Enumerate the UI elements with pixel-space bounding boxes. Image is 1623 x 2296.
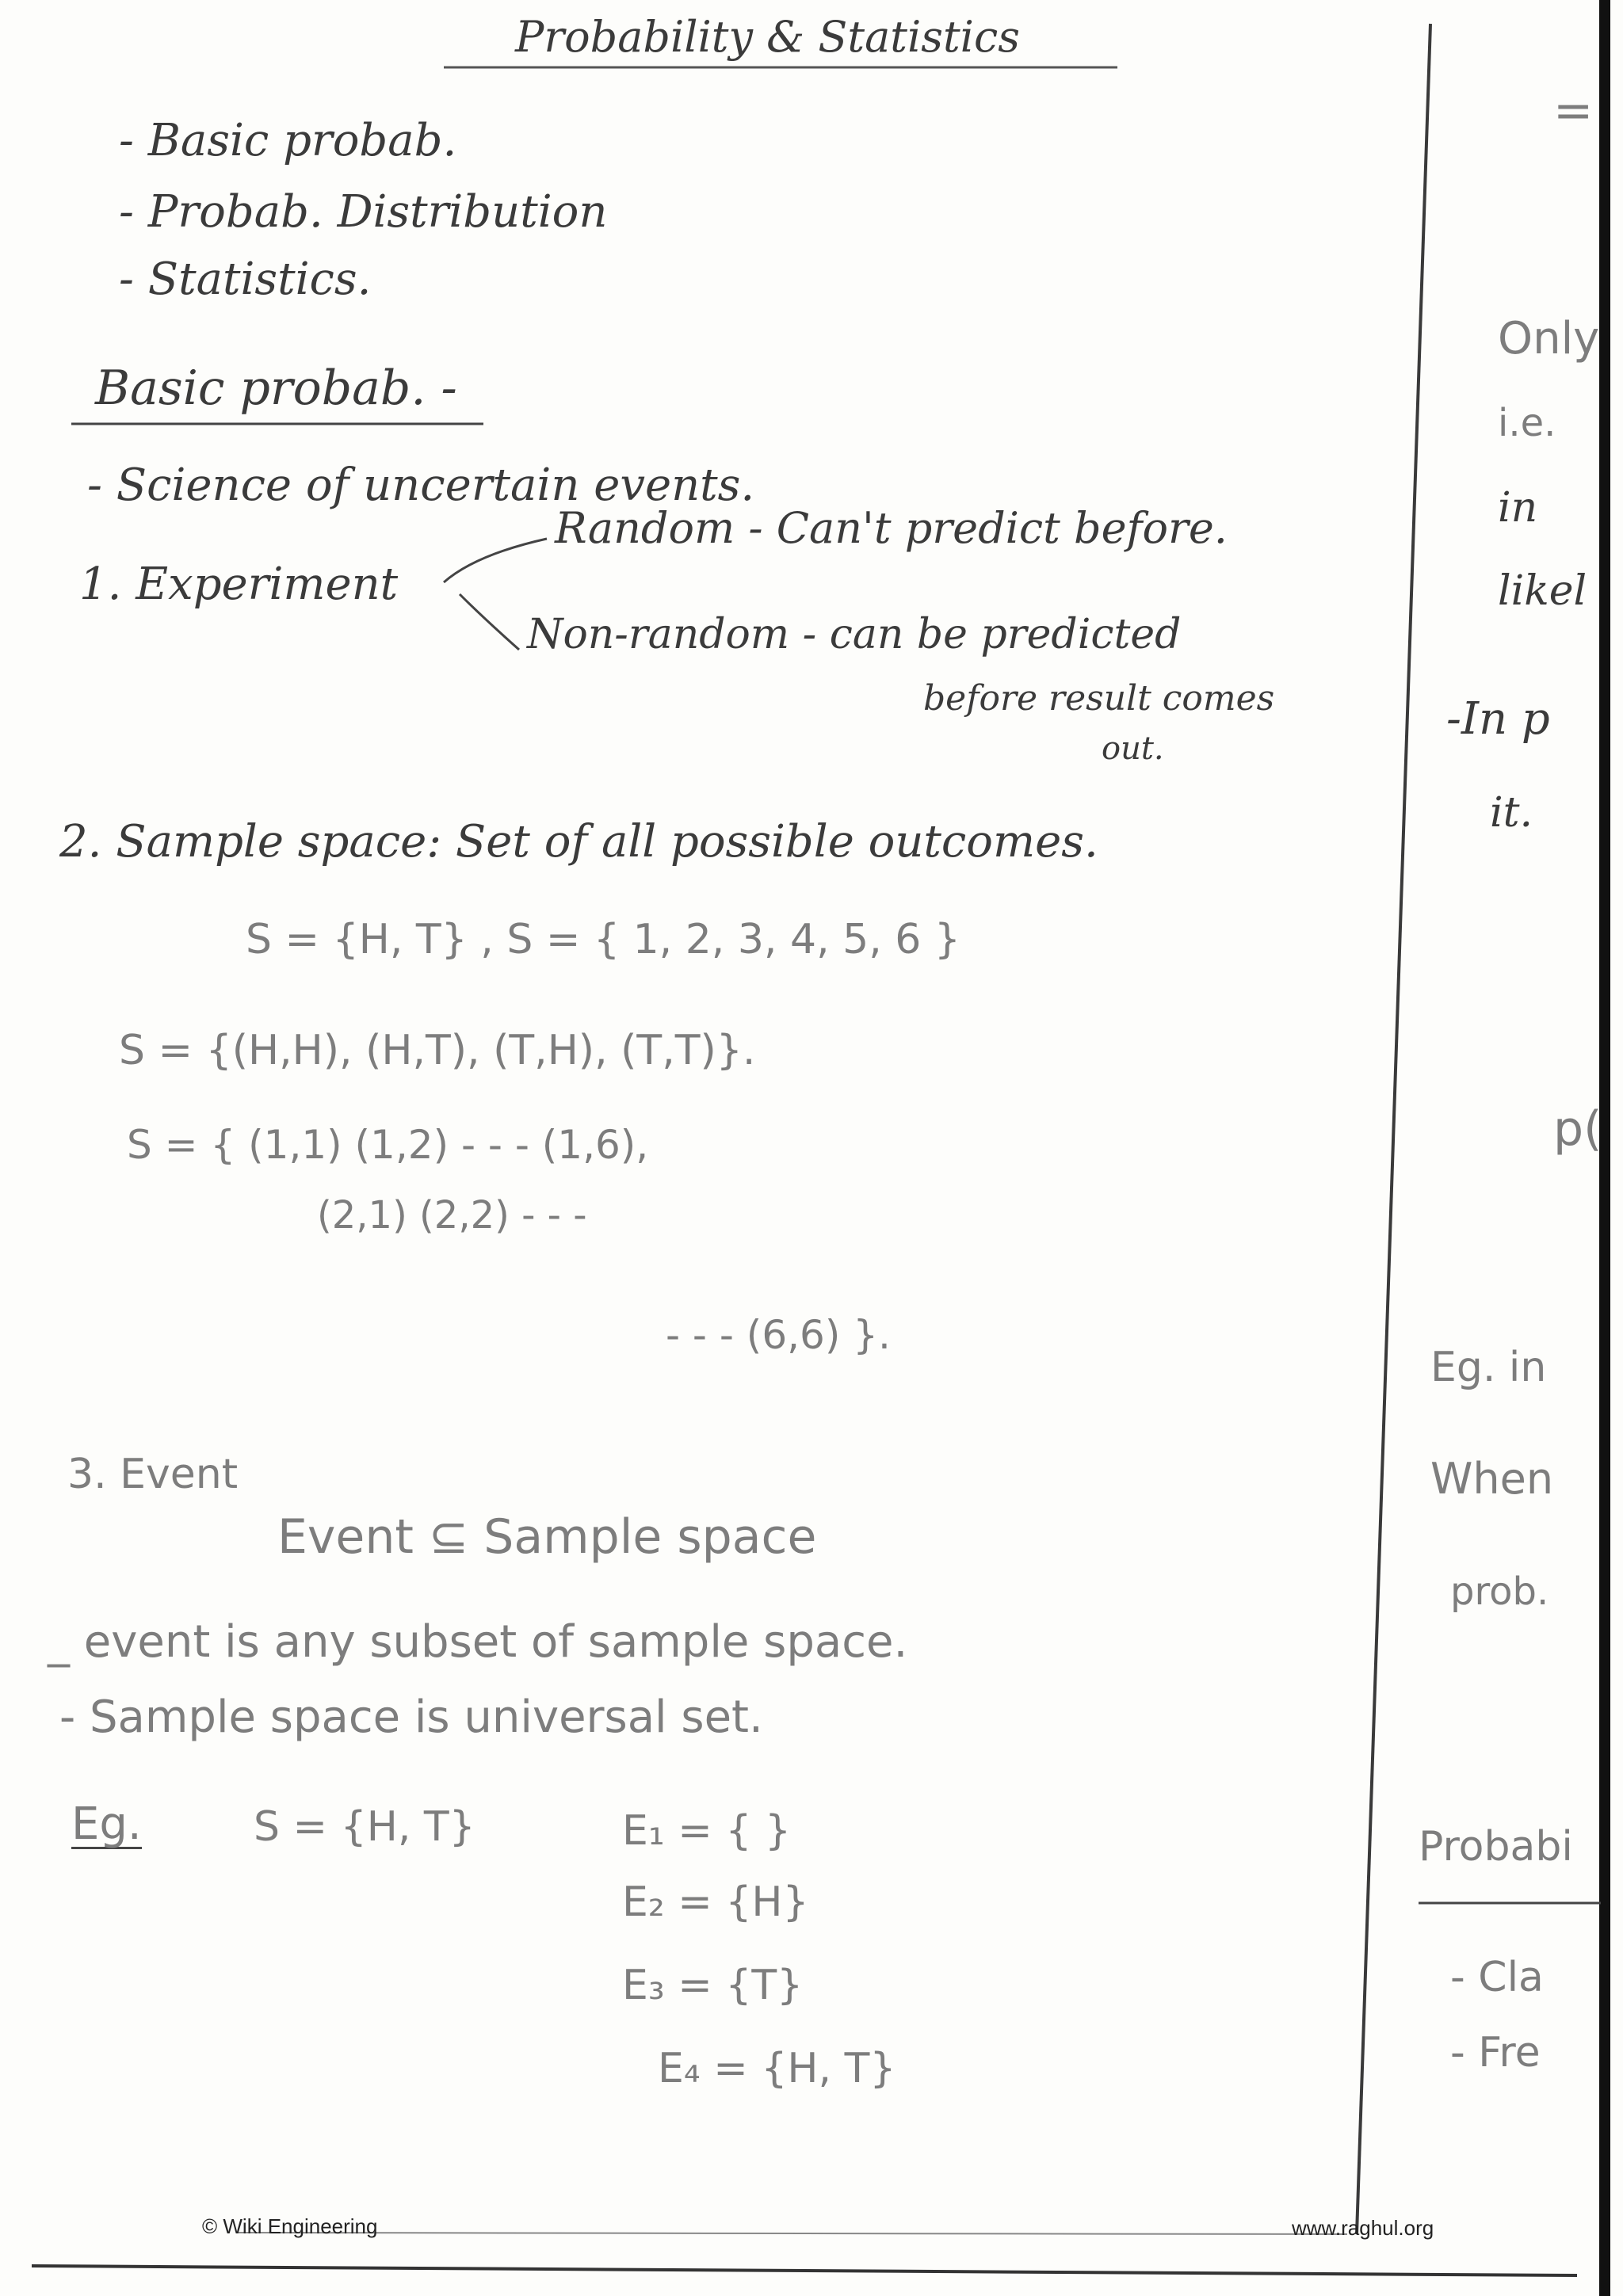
right-fragment: p( bbox=[1553, 1101, 1602, 1157]
right-fragment: When bbox=[1430, 1454, 1554, 1504]
event-eg-label: Eg. bbox=[71, 1798, 142, 1850]
right-fragment: - Cla bbox=[1450, 1954, 1544, 2001]
right-fragment: - Fre bbox=[1450, 2029, 1541, 2077]
right-fragment: -In p bbox=[1446, 693, 1550, 745]
event-label: 3. Event bbox=[67, 1451, 239, 1498]
right-fragment: Probabi bbox=[1419, 1823, 1573, 1871]
right-fragment: in bbox=[1498, 484, 1538, 532]
experiment-nonrandom: before result comes bbox=[923, 678, 1275, 719]
event-e3: E₃ = {T} bbox=[622, 1962, 804, 2009]
outline-item: - Basic probab. bbox=[119, 115, 457, 166]
event-subset: Event ⊆ Sample space bbox=[277, 1509, 817, 1565]
sample-space-example: (2,1) (2,2) - - - bbox=[317, 1193, 587, 1238]
definition: - Science of uncertain events. bbox=[87, 460, 755, 511]
sample-space-example: S = { (1,1) (1,2) - - - (1,6), bbox=[127, 1122, 649, 1168]
footer-copyright: © Wiki Engineering bbox=[202, 2214, 378, 2238]
section-heading: Basic probab. - bbox=[95, 360, 457, 416]
event-e2: E₂ = {H} bbox=[622, 1878, 809, 1926]
outline-item: - Probab. Distribution bbox=[119, 186, 608, 238]
right-fragment: Eg. in bbox=[1430, 1344, 1547, 1391]
sample-space-example: S = {H, T} , S = { 1, 2, 3, 4, 5, 6 } bbox=[246, 916, 960, 963]
right-fragment: Only bbox=[1498, 313, 1600, 364]
experiment-nonrandom: out. bbox=[1102, 730, 1164, 767]
event-definition: _ event is any subset of sample space. bbox=[48, 1616, 908, 1668]
event-e4: E₄ = {H, T} bbox=[658, 2045, 896, 2092]
right-fragment: i.e. bbox=[1498, 401, 1556, 445]
sample-space-label: 2. Sample space: Set of all possible outcomes. bbox=[59, 816, 1098, 868]
right-fragment: = bbox=[1553, 83, 1594, 139]
experiment-label: 1. Experiment bbox=[79, 559, 399, 610]
right-fragment: likel bbox=[1498, 567, 1587, 615]
event-eg-set: S = {H, T} bbox=[254, 1803, 475, 1851]
event-e1: E₁ = { } bbox=[622, 1807, 792, 1855]
event-definition: - Sample space is universal set. bbox=[59, 1691, 763, 1743]
sample-space-example: S = {(H,H), (H,T), (T,H), (T,T)}. bbox=[119, 1027, 756, 1074]
sample-space-example: - - - (6,6) }. bbox=[666, 1312, 891, 1358]
right-fragment: prob. bbox=[1450, 1569, 1549, 1614]
experiment-random: Random - Can't predict before. bbox=[555, 503, 1228, 553]
page-title: Probability & Statistics bbox=[515, 12, 1020, 62]
footer-website[interactable]: www.raghul.org bbox=[1292, 2216, 1434, 2240]
experiment-nonrandom: Non-random - can be predicted bbox=[527, 611, 1182, 658]
outline-item: - Statistics. bbox=[119, 254, 372, 305]
right-fragment: it. bbox=[1490, 789, 1533, 837]
